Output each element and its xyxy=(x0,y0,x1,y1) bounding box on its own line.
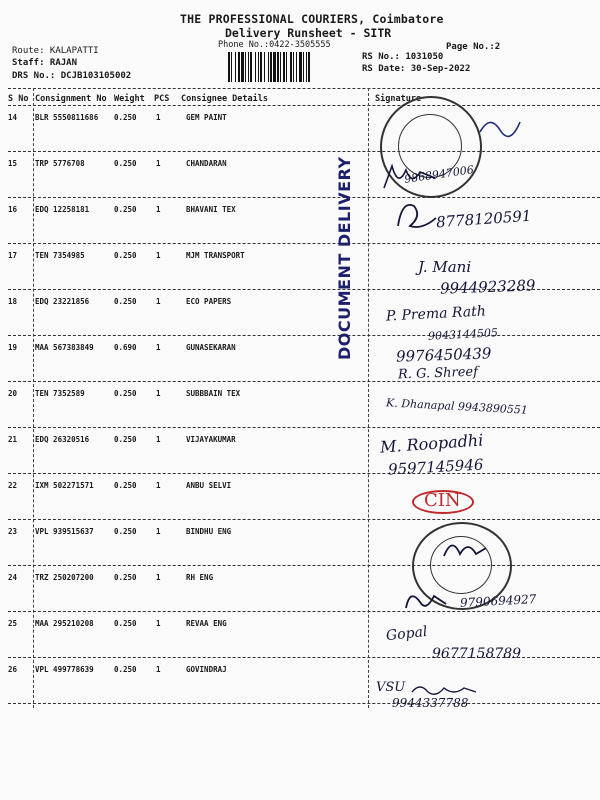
handwritten-name: J. Mani xyxy=(418,258,472,276)
column-divider xyxy=(33,88,34,708)
phone-number: Phone No.:0422-3505555 xyxy=(218,40,331,50)
row-consignment: MAA 295210208 xyxy=(35,619,94,628)
handwritten-name: P. Prema Rath xyxy=(385,303,487,325)
row-sno: 15 xyxy=(8,159,18,168)
row-divider xyxy=(8,243,600,244)
handwritten-name: VSU xyxy=(376,680,406,695)
row-pcs: 1 xyxy=(156,435,161,444)
document-delivery-stamp: DOCUMENT DELIVERY xyxy=(335,156,354,360)
row-pcs: 1 xyxy=(156,343,161,352)
row-sno: 26 xyxy=(8,665,18,674)
row-weight: 0.250 xyxy=(114,435,137,444)
handwritten-phone: 9597145946 xyxy=(387,455,484,479)
row-consignment: MAA 567383849 xyxy=(35,343,94,352)
runsheet-subtitle: Delivery Runsheet - SITR xyxy=(225,26,392,40)
row-weight: 0.250 xyxy=(114,527,137,536)
header-bottom-rule xyxy=(8,105,600,106)
row-weight: 0.250 xyxy=(114,113,137,122)
signature-scribble xyxy=(475,112,525,142)
row-details: ANBU SELVI xyxy=(186,481,232,490)
barcode xyxy=(228,52,356,82)
rs-date: RS Date: 30-Sep-2022 xyxy=(362,64,471,74)
handwritten-name-phone: K. Dhanapal 9943890551 xyxy=(385,396,529,417)
company-title: THE PROFESSIONAL COURIERS, Coimbatore xyxy=(180,12,444,26)
row-pcs: 1 xyxy=(156,573,161,582)
row-divider xyxy=(8,197,600,198)
staff: Staff: RAJAN xyxy=(12,58,78,68)
page-number: Page No.:2 xyxy=(446,42,501,52)
signature-scribble xyxy=(400,586,450,616)
col-signature: Signature xyxy=(375,94,422,104)
row-consignment: EDQ 12258181 xyxy=(35,205,90,214)
drs-number: DRS No.: DCJB103105002 xyxy=(12,71,132,81)
row-pcs: 1 xyxy=(156,665,161,674)
signature-scribble xyxy=(440,536,490,566)
row-consignment: VPL 939515637 xyxy=(35,527,94,536)
row-sno: 23 xyxy=(8,527,18,536)
handwritten-phone: 9944337788 xyxy=(392,696,469,710)
row-details: RH ENG xyxy=(186,573,214,582)
row-sno: 20 xyxy=(8,389,18,398)
row-divider xyxy=(8,427,600,428)
row-consignment: BLR 5550811686 xyxy=(35,113,99,122)
row-consignment: EDQ 26320516 xyxy=(35,435,90,444)
row-pcs: 1 xyxy=(156,251,161,260)
row-divider xyxy=(8,703,600,704)
row-weight: 0.690 xyxy=(114,343,137,352)
col-details: Consignee Details xyxy=(181,94,268,104)
handwritten-name: M. Roopadhi xyxy=(379,430,484,457)
route: Route: KALAPATTI xyxy=(12,46,99,56)
handwritten-phone: 8778120591 xyxy=(435,206,532,232)
row-consignment: TEN 7354985 xyxy=(35,251,85,260)
row-details: GOVINDRAJ xyxy=(186,665,227,674)
row-sno: 16 xyxy=(8,205,18,214)
row-divider xyxy=(8,335,600,336)
row-details: GUNASEKARAN xyxy=(186,343,236,352)
row-pcs: 1 xyxy=(156,297,161,306)
row-details: BINDHU ENG xyxy=(186,527,232,536)
row-weight: 0.250 xyxy=(114,481,137,490)
row-consignment: TRZ 250207200 xyxy=(35,573,94,582)
row-details: GEM PAINT xyxy=(186,113,227,122)
row-pcs: 1 xyxy=(156,389,161,398)
col-consignment: Consignment No xyxy=(35,94,107,104)
handwritten-phone: 9790694927 xyxy=(459,592,537,610)
handwritten-phone: 9868947006 xyxy=(403,163,475,186)
handwritten-phone: 9677158789 xyxy=(432,646,522,662)
handwritten-phone: 9944923289 xyxy=(439,276,536,298)
handwritten-phone: 9043144505 xyxy=(427,326,499,343)
row-pcs: 1 xyxy=(156,481,161,490)
row-details: MJM TRANSPORT xyxy=(186,251,245,260)
handwritten-name: R. G. Shreef xyxy=(397,364,479,383)
row-divider xyxy=(8,611,600,612)
row-sno: 17 xyxy=(8,251,18,260)
row-details: REVAA ENG xyxy=(186,619,227,628)
row-sno: 14 xyxy=(8,113,18,122)
row-pcs: 1 xyxy=(156,619,161,628)
handwritten-cin: CIN xyxy=(424,490,461,511)
rs-number: RS No.: 1031050 xyxy=(362,52,444,62)
row-sno: 19 xyxy=(8,343,18,352)
row-weight: 0.250 xyxy=(114,619,137,628)
handwritten-name: Gopal xyxy=(385,623,429,645)
row-details: SUBBBAIN TEX xyxy=(186,389,241,398)
row-details: CHANDARAN xyxy=(186,159,227,168)
row-weight: 0.250 xyxy=(114,205,137,214)
row-consignment: TRP 5776708 xyxy=(35,159,85,168)
handwritten-phone: 9976450439 xyxy=(395,344,492,366)
row-sno: 18 xyxy=(8,297,18,306)
row-divider xyxy=(8,473,600,474)
barcode-bar xyxy=(310,52,312,82)
row-consignment: TEN 7352589 xyxy=(35,389,85,398)
row-pcs: 1 xyxy=(156,159,161,168)
row-pcs: 1 xyxy=(156,527,161,536)
row-weight: 0.250 xyxy=(114,159,137,168)
column-divider xyxy=(368,88,369,708)
row-weight: 0.250 xyxy=(114,297,137,306)
row-weight: 0.250 xyxy=(114,573,137,582)
header-top-rule xyxy=(8,88,600,89)
row-sno: 22 xyxy=(8,481,18,490)
row-consignment: EDQ 23221856 xyxy=(35,297,90,306)
col-sno: S No xyxy=(8,94,29,104)
col-pcs: PCS xyxy=(154,94,170,104)
row-details: VIJAYAKUMAR xyxy=(186,435,236,444)
row-details: ECO PAPERS xyxy=(186,297,232,306)
row-weight: 0.250 xyxy=(114,665,137,674)
col-weight: Weight xyxy=(114,94,145,104)
row-details: BHAVANI TEX xyxy=(186,205,236,214)
row-consignment: IXM 502271571 xyxy=(35,481,94,490)
row-consignment: VPL 499778639 xyxy=(35,665,94,674)
signature-scribble xyxy=(392,196,442,236)
row-divider xyxy=(8,381,600,382)
row-weight: 0.250 xyxy=(114,251,137,260)
row-sno: 21 xyxy=(8,435,18,444)
row-divider xyxy=(8,151,600,152)
row-sno: 24 xyxy=(8,573,18,582)
row-sno: 25 xyxy=(8,619,18,628)
row-weight: 0.250 xyxy=(114,389,137,398)
row-pcs: 1 xyxy=(156,113,161,122)
row-divider xyxy=(8,519,600,520)
row-pcs: 1 xyxy=(156,205,161,214)
